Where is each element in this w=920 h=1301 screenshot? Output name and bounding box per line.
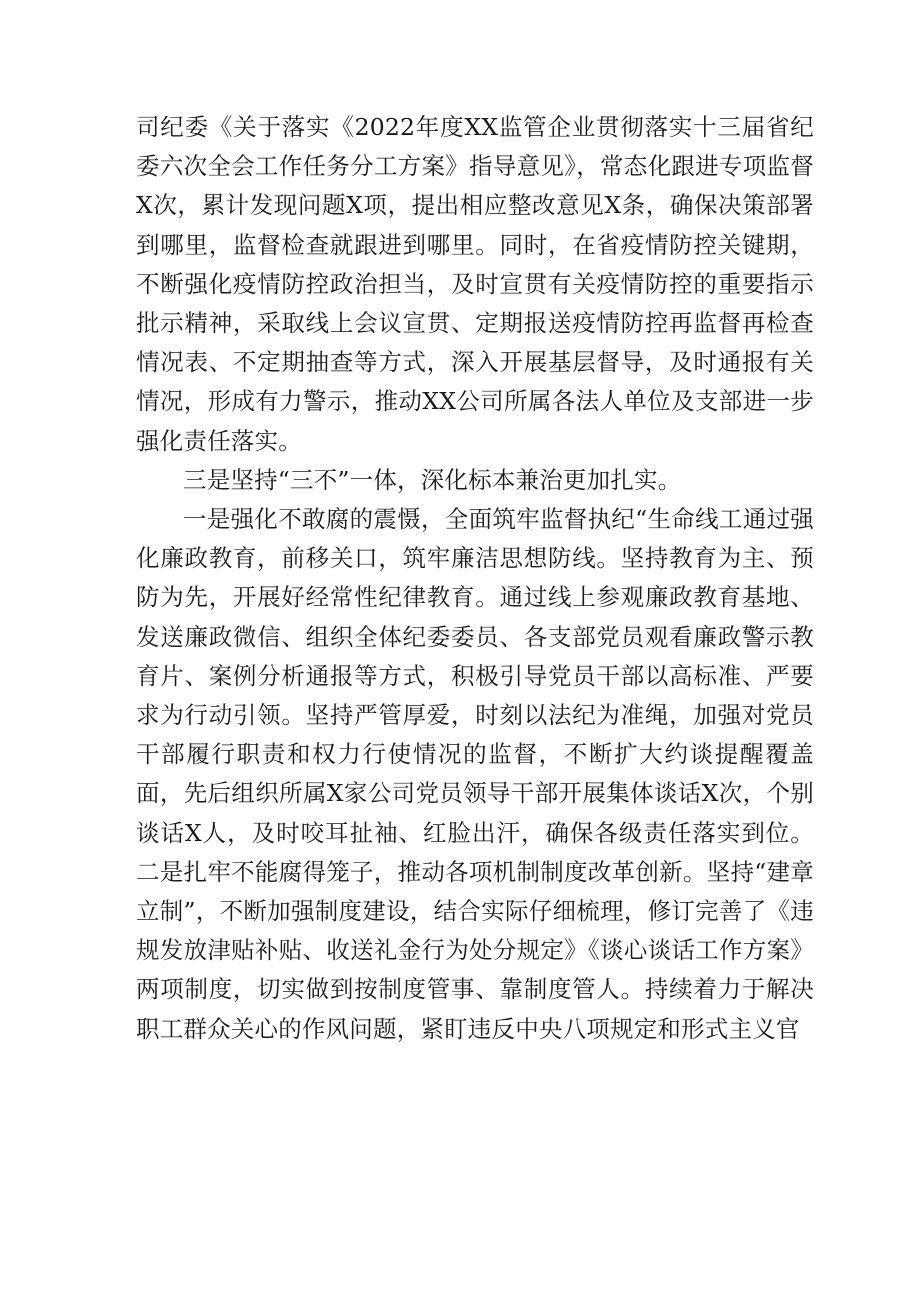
- paragraph-body: 一是强化不敢腐的震慑，全面筑牢监督执纪“生命线工通过强化廉政教育，前移关口，筑牢廉洁思想防线。坚持教育为主、预防为先，开展好经常性纪律教育。通过线上参观廉政教育基地、发送廉政微信、组织全体纪委委员、各支部党员观看廉政警示教育片、案例分析通报等方式，积极引导党员干部以高标准、严要求为行动引领。坚持严管厚爱，时刻以法纪为准绳，加强对党员干部履行职责和权力行使情况的监督，不断扩大约谈提醒覆盖面，先后组织所属X家公司党员领导干部开展集体谈话X次，个别谈话X人，及时咬耳扯袖、红脸出汗，确保各级责任落实到位。二是扎牢不能腐得笼子，推动各项机制制度改革创新。坚持“建章立制”，不断加强制度建设，结合实际仔细梳理，修订完善了《违规发放津贴补贴、收送礼金行为处分规定》《谈心谈话工作方案》两项制度，切实做到按制度管事、靠制度管人。持续着力于解决职工群众关心的作风问题，紧盯违反中央八项规定和形式主义官: [136, 505, 814, 1043]
- document-body: [136, 108, 814, 1049]
- paragraph-section-heading: 三是坚持“三不”一体，深化标本兼治更加扎实。: [183, 465, 682, 494]
- paragraph-continuation: 司纪委《关于落实《2022年度XX监管企业贯彻落实十三届省纪委六次全会工作任务分工方案》指导意见》，常态化跟进专项监督X次，累计发现问题X项，提出相应整改意见X条，确保决策部署到哪里，监督检查就跟进到哪里。同时，在省疫情防控关键期，不断强化疫情防控政治担当，及时宣贯有关疫情防控的重要指示批示精神，采取线上会议宣贯、定期报送疫情防控再监督再检查情况表、不定期抽查等方式，深入开展基层督导，及时通报有关情况，形成有力警示，推动XX公司所属各法人单位及支部进一步强化责任落实。: [136, 113, 814, 455]
